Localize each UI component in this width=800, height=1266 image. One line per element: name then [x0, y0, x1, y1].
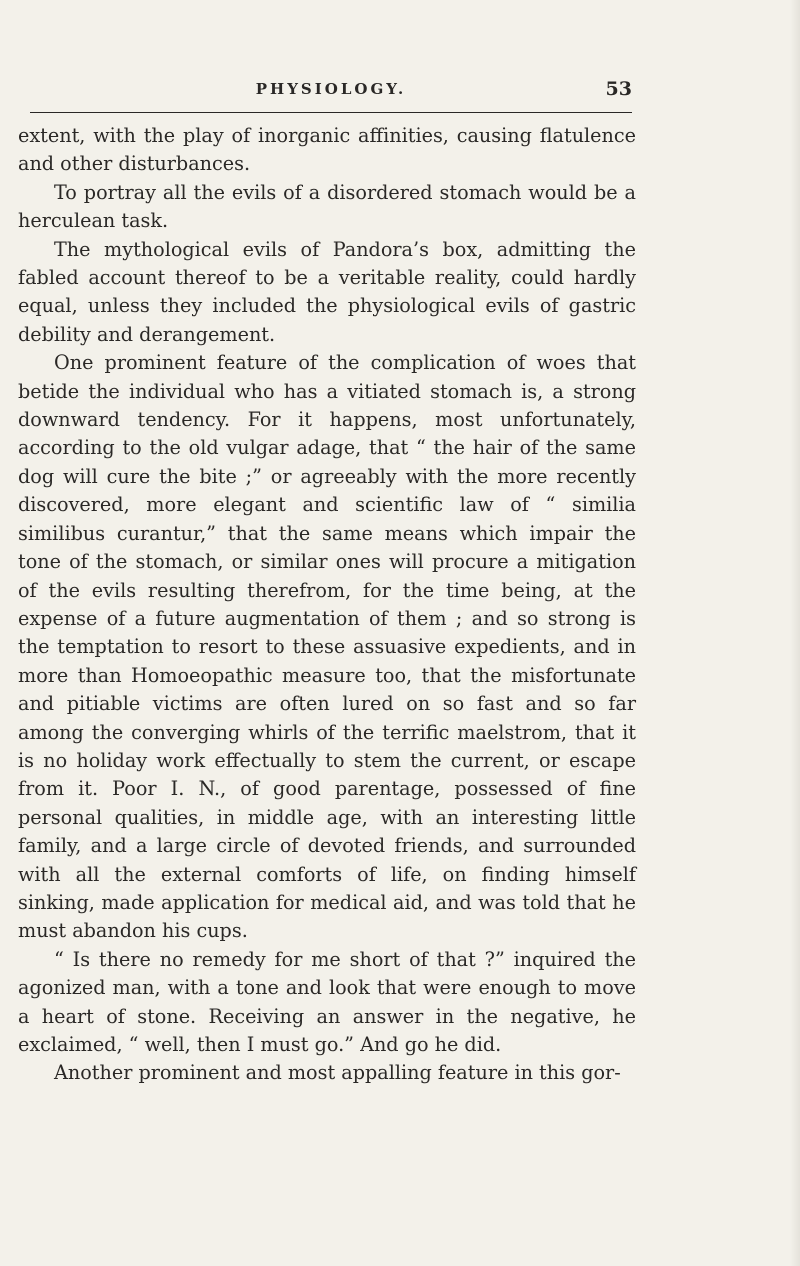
page-number: 53 — [605, 78, 632, 100]
paragraph: extent, with the play of inorganic affinities, causing flatulence and other disturbances. — [18, 124, 636, 176]
paragraph: The mythological evils of Pandora’s box, admitting the fabled account thereof to be a veritable reality, could hardly equal, unless they included the physiological evils of gastric debility and derangement. — [18, 237, 636, 346]
paragraph: Another prominent and most appalling feature in this gor- — [54, 1061, 621, 1085]
header-rule — [30, 112, 632, 113]
page-edge-shadow — [790, 0, 800, 1266]
paragraph: One prominent feature of the complication of woes that betide the individual who has a vitiated stomach is, a strong downward tendency. For it happens, most unfortunately, according to the old vulgar adage, that “ the hair of the same dog will cure the bite ;” or agreeably with the more recently discovered, more elegant and scientific law of “ similia similibus curantur,” that the same means which impair the tone of the stomach, or similar ones will procure a mitigation of the evils resulting therefrom, for the time being, at the expense of a future augmentation of them ; and so strong is the temptation to resort to these assuasive expedients, and in more than Homoeopathic measure too, that the misfortunate and pitiable victims are often lured on so fast and so far among the converging whirls of the terrific maelstrom, that it is no holiday work effectually to stem the current, or escape from it. Poor I. N., of good parentage, possessed of fine personal qualities, in middle age, with an interesting little family, and a large circle of devoted friends, and surrounded with all the external comforts of life, on finding himself sinking, made application for medical aid, and was told that he must abandon his cups. — [18, 351, 636, 943]
paragraph: To portray all the evils of a disordered stomach would be a herculean task. — [18, 180, 636, 233]
paragraph: “ Is there no remedy for me short of that ?” inquired the agonized man, with a tone and look that were enough to move a heart of stone. Receiving an answer in the negative, he exclaimed, “ well, then I must go.” And go he did. — [18, 947, 636, 1056]
page-header — [30, 80, 632, 110]
body-text — [18, 122, 636, 1088]
running-head: PHYSIOLOGY. — [255, 80, 407, 98]
